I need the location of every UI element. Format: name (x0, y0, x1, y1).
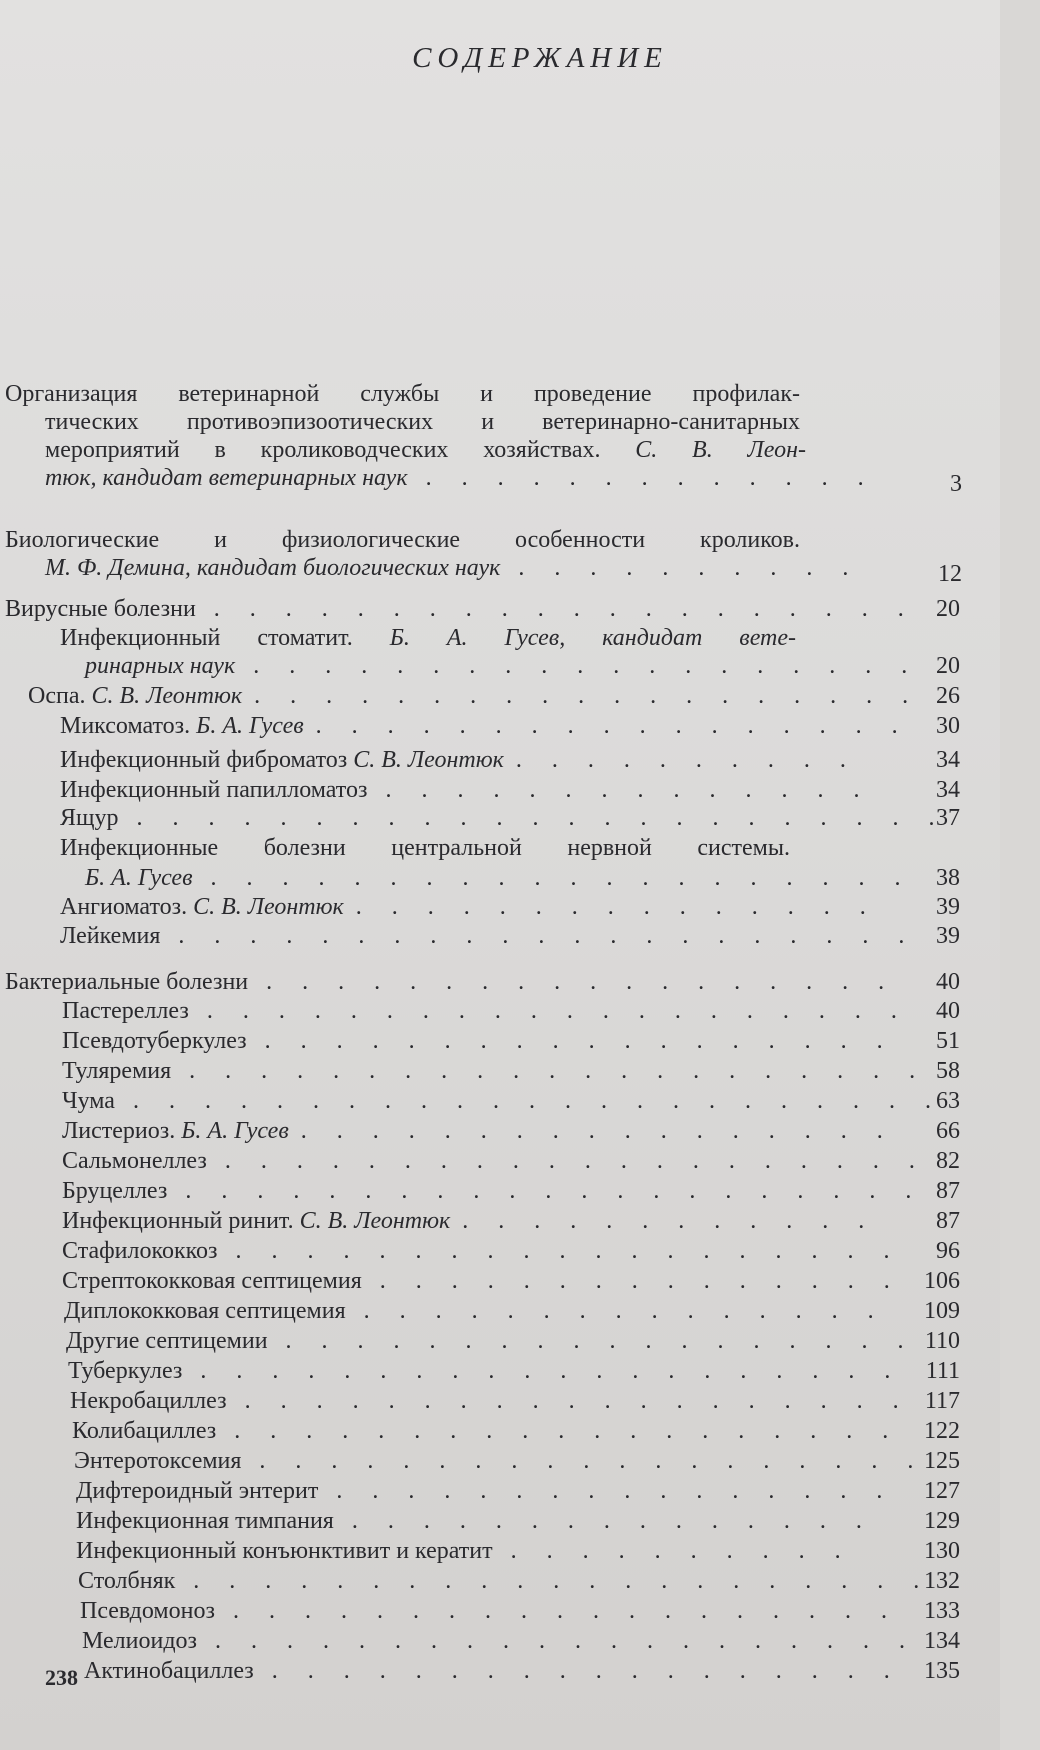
toc-page-number: 38 (936, 865, 960, 891)
toc-entry-line (62, 1207, 450, 1235)
toc-entry-line (72, 1417, 216, 1445)
toc-leader-dots: . . . . . . . . . . . . . . . . . . . . . . . (132, 1088, 931, 1114)
toc-entry-author: С. В. Леонтюк (347, 747, 504, 773)
toc-entry-title: Ящур (60, 805, 119, 831)
toc-leader-dots: . . . . . . . . . . . . . . . . . . . . (206, 998, 897, 1024)
toc-entry-line (76, 1477, 318, 1505)
toc-page-number: 34 (936, 777, 960, 803)
toc-leader-dots: . . . . . . . . . . . . (462, 1208, 865, 1234)
toc-leader-dots: . . . . . . . . . . . . . . . . . . . (234, 1418, 889, 1444)
toc-page-number: 39 (936, 923, 960, 949)
toc-entry-line (60, 746, 504, 774)
toc-entry-line (85, 864, 193, 892)
toc-page-number: 125 (924, 1448, 960, 1474)
toc-entry-line (62, 1057, 171, 1085)
toc-entry-author: Б. А. Гусев, кандидат вете- (352, 625, 797, 651)
toc-page-number: 37 (936, 805, 960, 831)
toc-entry-author: ринарных наук (85, 653, 236, 679)
toc-leader-dots: . . . . . . . . . . . . . . . . . (300, 1118, 883, 1144)
toc-entry-line (62, 1237, 218, 1265)
toc-leader-dots: . . . . . . . . . . . . . . . (363, 1298, 874, 1324)
toc-entry-line (60, 893, 344, 921)
toc-entry-title: мероприятий в кролиководческих хозяйствах. (45, 437, 601, 463)
toc-entry-author: С. В. Леон- (600, 437, 806, 463)
toc-page-number: 87 (936, 1208, 960, 1234)
toc-entry-line (62, 997, 189, 1025)
toc-entry-line (5, 595, 196, 623)
toc-entry-line (68, 1357, 182, 1385)
toc-entry-title: Биологические и физиологические особенности кроликов. (5, 527, 800, 553)
toc-leader-dots: . . . . . . . . . . . . . (425, 465, 864, 491)
toc-page-number: 34 (936, 747, 960, 773)
toc-entry-title: Инфекционный стоматит. (60, 625, 353, 651)
toc-page-number: 117 (924, 1388, 960, 1414)
toc-page-number: 40 (936, 998, 960, 1024)
toc-entry-title: Туберкулез (68, 1358, 183, 1384)
toc-entry-line (74, 1447, 241, 1475)
toc-entry-line (85, 652, 235, 680)
toc-entry-title: Энтеротоксемия (74, 1448, 242, 1474)
toc-leader-dots: . . . . . . . . . . . . . . (385, 777, 860, 803)
toc-entry-title: Псевдотуберкулез (62, 1028, 247, 1054)
toc-entry-title: Инфекционный ринит. (62, 1208, 294, 1234)
toc-entry-line (45, 436, 806, 464)
toc-leader-dots: . . . . . . . . . . . . . . . (351, 1508, 862, 1534)
toc-leader-dots: . . . . . . . . . . . . . . . . . . . . . (185, 1178, 912, 1204)
toc-entry-author: Б. А. Гусев (175, 1118, 289, 1144)
toc-page-number: 106 (924, 1268, 960, 1294)
toc-entry-title: Бактериальные болезни (5, 969, 249, 995)
toc-entry-line (62, 1117, 289, 1145)
toc-entry-line (66, 1327, 268, 1355)
toc-entry-title: Ангиоматоз. (60, 894, 188, 920)
toc-entry-title: Некробациллез (70, 1388, 227, 1414)
toc-page-number: 30 (936, 713, 960, 739)
toc-entry-title: тических противоэпизоотических и ветеринарно-санитарных (45, 409, 800, 435)
toc-entry-title: Оспа. (28, 683, 86, 709)
toc-entry-title: Столбняк (78, 1568, 176, 1594)
toc-page-number: 40 (936, 969, 960, 995)
toc-entry-title: Стрептококковая септицемия (62, 1268, 362, 1294)
toc-entry-title: Сальмонеллез (62, 1148, 207, 1174)
toc-leader-dots: . . . . . . . . . . . . . . . . . . . . (213, 596, 904, 622)
toc-entry-author: С. В. Леонтюк (187, 894, 344, 920)
toc-leader-dots: . . . . . . . . . . . . . . . . . . . . (200, 1358, 891, 1384)
toc-page-number: 20 (936, 653, 960, 679)
toc-page-number: 129 (924, 1508, 960, 1534)
toc-entry-author: С. В. Леонтюк (293, 1208, 451, 1234)
toc-entry-line (5, 968, 248, 996)
toc-leader-dots: . . . . . . . . . . . . . . . . . . . (235, 1238, 890, 1264)
toc-entry-line (45, 408, 800, 436)
toc-entry-title: Пастереллез (62, 998, 189, 1024)
toc-page-number: 3 (950, 471, 962, 497)
toc-entry-line (60, 624, 796, 652)
toc-page-number: 127 (924, 1478, 960, 1504)
toc-entry-line (60, 776, 367, 804)
toc-entry-title: Инфекционный конъюнктивит и кератит (76, 1538, 493, 1564)
toc-page-number: 122 (924, 1418, 960, 1444)
toc-entry-author: Б. А. Гусев (85, 865, 193, 891)
toc-entry-line (5, 380, 800, 408)
toc-leader-dots: . . . . . . . . . . . . . . . . . . . . . . . (136, 805, 935, 831)
toc-page-number: 134 (924, 1628, 960, 1654)
toc-leader-dots: . . . . . . . . . . . . . . . (355, 894, 866, 920)
toc-entry-title: Мелиоидоз (82, 1628, 198, 1654)
toc-entry-line (62, 1147, 207, 1175)
toc-page-number: 20 (936, 596, 960, 622)
toc-entry-line (76, 1537, 493, 1565)
toc-entry-title: Организация ветеринарной службы и проведение профилак- (5, 381, 800, 407)
toc-leader-dots: . . . . . . . . . . . . . . . . . . . . (210, 865, 901, 891)
toc-entry-line (64, 1297, 346, 1325)
toc-leader-dots: . . . . . . . . . . . . . . . . . . (271, 1658, 890, 1684)
toc-page-number: 82 (936, 1148, 960, 1174)
toc-entry-title: Инфекционный фиброматоз (60, 747, 348, 773)
toc-entry-title: Стафилококкоз (62, 1238, 218, 1264)
toc-entry-line (80, 1597, 215, 1625)
toc-entry-author: М. Ф. Демина, кандидат биологических наук (45, 555, 501, 581)
page-title: СОДЕРЖАНИЕ (412, 42, 668, 74)
toc-entry-title: Туляремия (62, 1058, 172, 1084)
toc-leader-dots: . . . . . . . . . . . . . . . . . . . . . (189, 1058, 916, 1084)
toc-leader-dots: . . . . . . . . . . . . . . . . . . . (232, 1598, 887, 1624)
toc-leader-dots: . . . . . . . . . . . . . . . . . . (264, 1028, 883, 1054)
toc-page-number: 132 (924, 1568, 960, 1594)
toc-leader-dots: . . . . . . . . . . . . . . . (379, 1268, 890, 1294)
toc-leader-dots: . . . . . . . . . . . . . . . . . . . (254, 683, 909, 709)
toc-entry-title: Другие септицемии (66, 1328, 268, 1354)
toc-entry-line (76, 1507, 334, 1535)
toc-page-number: 51 (936, 1028, 960, 1054)
toc-leader-dots: . . . . . . . . . . . . . . . . . . . . . (178, 923, 905, 949)
toc-entry-line (28, 682, 242, 710)
toc-entry-line (5, 526, 800, 554)
toc-page-number: 110 (924, 1328, 960, 1354)
toc-page-number: 26 (936, 683, 960, 709)
toc-entry-title: Колибациллез (72, 1418, 217, 1444)
toc-entry-title: Бруцеллез (62, 1178, 168, 1204)
toc-entry-line (60, 834, 790, 862)
toc-entry-line (60, 804, 119, 832)
toc-page-number: 111 (925, 1358, 960, 1384)
toc-leader-dots: . . . . . . . . . . . . . . . . . . . (259, 1448, 914, 1474)
toc-entry-line (60, 922, 160, 950)
toc-entry-title: Вирусные болезни (5, 596, 196, 622)
toc-leader-dots: . . . . . . . . . . . . . . . . . . . . (215, 1628, 906, 1654)
toc-entry-line (60, 712, 304, 740)
toc-entry-title: Миксоматоз. (60, 713, 191, 739)
toc-entry-line (62, 1177, 167, 1205)
toc-entry-author: Б. А. Гусев (190, 713, 304, 739)
toc-leader-dots: . . . . . . . . . . . . . . . . . . . . . (193, 1568, 920, 1594)
toc-entry-title: Диплококковая септицемия (64, 1298, 346, 1324)
toc-entry-line (45, 554, 500, 582)
toc-page-number: 39 (936, 894, 960, 920)
toc-leader-dots: . . . . . . . . . . . . . . . . . . . . (224, 1148, 915, 1174)
toc-entry-line (62, 1027, 247, 1055)
toc-leader-dots: . . . . . . . . . . . . . . . . . . . (244, 1388, 899, 1414)
toc-entry-author: С. В. Леонтюк (85, 683, 243, 709)
toc-entry-title: Дифтероидный энтерит (76, 1478, 319, 1504)
toc-leader-dots: . . . . . . . . . . . . . . . . . (315, 713, 898, 739)
toc-leader-dots: . . . . . . . . . . . . . . . . . . . (253, 653, 908, 679)
toc-entry-title: Псевдомоноз (80, 1598, 215, 1624)
toc-entry-line (84, 1657, 254, 1685)
toc-page-number: 66 (936, 1118, 960, 1144)
toc-entry-title: Инфекционные болезни центральной нервной системы. (60, 835, 790, 861)
toc-entry-line (78, 1567, 175, 1595)
toc-page-number: 58 (936, 1058, 960, 1084)
toc-entry-line (70, 1387, 227, 1415)
toc-page-number: 130 (924, 1538, 960, 1564)
toc-leader-dots: . . . . . . . . . . . . . . . . . . (266, 969, 885, 995)
toc-page-number: 109 (924, 1298, 960, 1324)
toc-entry-title: Актинобациллез (84, 1658, 254, 1684)
toc-entry-line (45, 464, 408, 492)
toc-page-number: 12 (938, 561, 962, 587)
toc-entry-title: Листериоз. (62, 1118, 176, 1144)
toc-entry-title: Инфекционный папилломатоз (60, 777, 368, 803)
toc-page-number: 133 (924, 1598, 960, 1624)
toc-entry-line (62, 1267, 362, 1295)
toc-leader-dots: . . . . . . . . . . . . . . . . (336, 1478, 883, 1504)
toc-page-number: 87 (936, 1178, 960, 1204)
toc-entry-author: тюк, кандидат ветеринарных наук (45, 465, 408, 491)
toc-entry-title: Чума (62, 1088, 115, 1114)
toc-leader-dots: . . . . . . . . . . . . . . . . . . (285, 1328, 904, 1354)
page-folio-number: 238 (45, 1665, 78, 1690)
toc-leader-dots: . . . . . . . . . . (510, 1538, 841, 1564)
toc-leader-dots: . . . . . . . . . . (515, 747, 846, 773)
toc-entry-title: Лейкемия (60, 923, 161, 949)
toc-page-number: 96 (936, 1238, 960, 1264)
toc-page-number: 135 (924, 1658, 960, 1684)
toc-entry-line (82, 1627, 197, 1655)
toc-leader-dots: . . . . . . . . . . (518, 555, 849, 581)
toc-page-number: 63 (936, 1088, 960, 1114)
toc-entry-title: Инфекционная тимпания (76, 1508, 334, 1534)
toc-entry-line (62, 1087, 115, 1115)
